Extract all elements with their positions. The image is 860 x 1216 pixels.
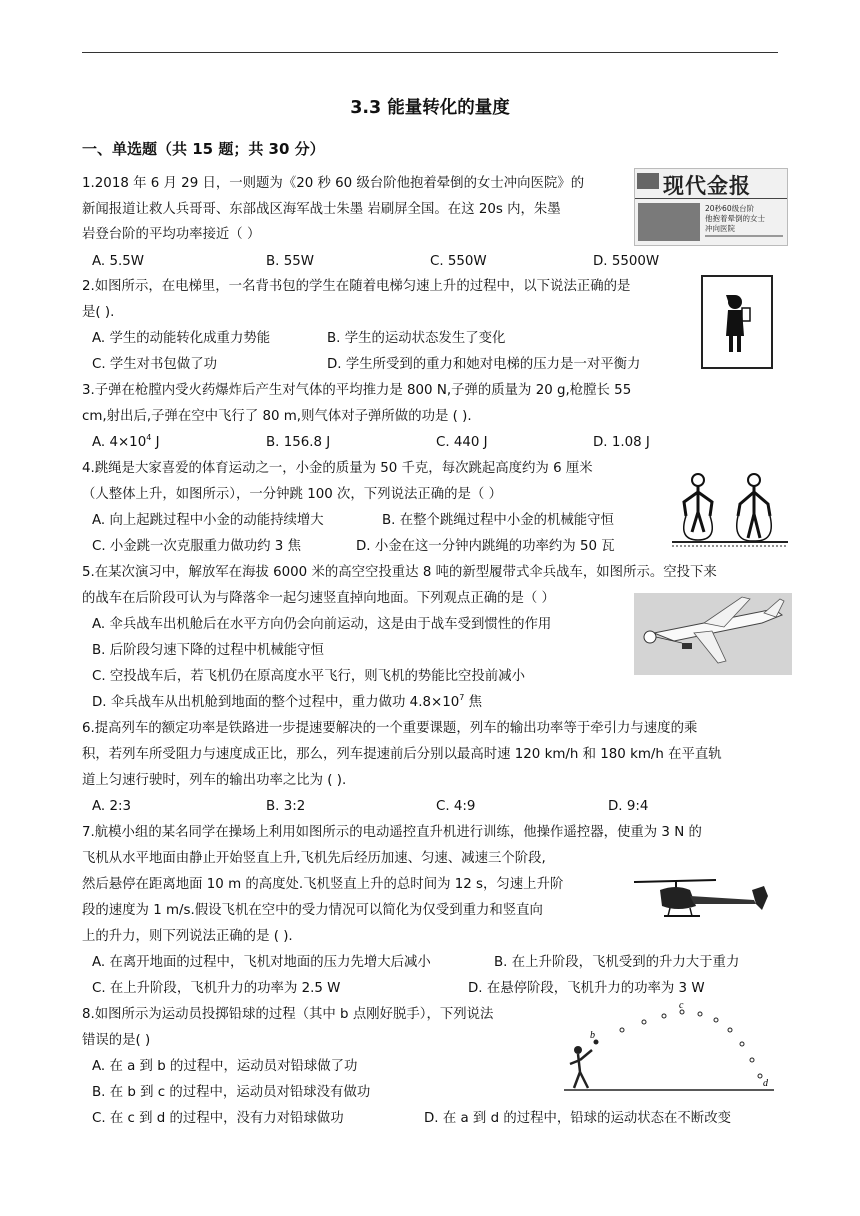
q3-option-a-unit: J <box>151 435 160 450</box>
q6-line-2: 积，若列车所受阻力与速度成正比，那么，列车提速前后分别以最高时速 120 km/h 和 180 km/h 在平直轨 <box>82 747 722 762</box>
q8-option-a: A. 在 a 到 b 的过程中，运动员对铅球做了功 <box>92 1059 358 1074</box>
elevator-student-figure <box>700 274 774 370</box>
shot-label-b: b <box>590 1030 595 1041</box>
jump-rope-figure <box>670 466 790 550</box>
q5-option-d-unit: 焦 <box>464 695 482 710</box>
header-rule <box>82 52 778 53</box>
q4-line-1: 4.跳绳是大家喜爱的体育运动之一，小金的质量为 50 千克，每次跳起高度约为 6 厘米 <box>82 461 593 476</box>
section-heading: 一、单选题（共 15 题；共 30 分） <box>82 140 325 158</box>
q6-option-d: D. 9:4 <box>608 799 649 814</box>
q7-line-3: 然后悬停在距离地面 10 m 的高度处.飞机竖直上升的总时间为 12 s，匀速上升阶 <box>82 877 564 892</box>
q3-option-a-exponent: 4 <box>146 433 152 442</box>
q1-option-a: A. 5.5W <box>92 254 144 269</box>
q4-option-c: C. 小金跳一次克服重力做功约 3 焦 <box>92 539 301 554</box>
q4-option-b: B. 在整个跳绳过程中小金的机械能守恒 <box>382 513 614 528</box>
q7-line-2: 飞机从水平地面由静止开始竖直上升,飞机先后经历加速、匀速、减速三个阶段, <box>82 851 546 866</box>
q8-option-c: C. 在 c 到 d 的过程中，没有力对铅球做功 <box>92 1111 344 1126</box>
newspaper-rule <box>635 198 787 199</box>
q5-option-d-exponent: 7 <box>459 693 465 702</box>
q1-line-3: 岩登台阶的平均功率接近（ ） <box>82 227 261 242</box>
q1-option-c: C. 550W <box>430 254 487 269</box>
newspaper-caption <box>705 204 765 234</box>
q7-line-1: 7.航模小组的某名同学在操场上利用如图所示的电动遥控直升机进行训练，他操作遥控器，使重为 3 N 的 <box>82 825 702 840</box>
newspaper-photo <box>638 203 700 241</box>
q1-line-1: 1.2018 年 6 月 29 日，一则题为《20 秒 60 级台阶他抱着晕倒的女士冲向医院》的 <box>82 176 585 191</box>
q5-option-c: C. 空投战车后，若飞机仍在原高度水平飞行，则飞机的势能比空投前减小 <box>92 669 525 684</box>
shot-label-d: d <box>763 1078 768 1089</box>
q6-line-1: 6.提高列车的额定功率是铁路进一步提速要解决的一个重要课题，列车的输出功率等于牵引力与速度的乘 <box>82 721 698 736</box>
q2-option-b: B. 学生的运动状态发生了变化 <box>327 331 506 346</box>
q4-line-2: （人整体上升，如图所示），一分钟跳 100 次，下列说法正确的是（ ） <box>82 487 502 502</box>
newspaper-masthead: 现代金报 <box>663 173 751 198</box>
q2-option-a: A. 学生的动能转化成重力势能 <box>92 331 271 346</box>
q6-option-c: C. 4:9 <box>436 799 476 814</box>
q1-option-b: B. 55W <box>266 254 314 269</box>
q5-line-2: 的战车在后阶段可认为与降落伞一起匀速竖直掉向地面。下列观点正确的是（ ） <box>82 591 555 606</box>
q7-line-5: 上的升力，则下列说法正确的是 ( ). <box>82 929 293 944</box>
q8-option-d: D. 在 a 到 d 的过程中，铅球的运动状态在不断改变 <box>424 1111 731 1126</box>
q3-option-a <box>92 433 160 453</box>
q3-option-c: C. 440 J <box>436 435 488 450</box>
q7-option-d: D. 在悬停阶段，飞机升力的功率为 3 W <box>468 981 705 996</box>
q8-option-b: B. 在 b 到 c 的过程中，运动员对铅球没有做功 <box>92 1085 371 1100</box>
q3-option-d: D. 1.08 J <box>593 435 650 450</box>
q5-option-b: B. 后阶段匀速下降的过程中机械能守恒 <box>92 643 324 658</box>
q5-option-a: A. 伞兵战车出机舱后在水平方向仍会向前运动，这是由于战车受到惯性的作用 <box>92 617 552 632</box>
q2-option-d: D. 学生所受到的重力和她对电梯的压力是一对平衡力 <box>327 357 641 372</box>
q5-option-d-base: D. 伞兵战车从出机舱到地面的整个过程中，重力做功 4.8×10 <box>92 695 460 710</box>
q2-option-c: C. 学生对书包做了功 <box>92 357 217 372</box>
q1-option-d: D. 5500W <box>593 254 660 269</box>
newspaper-text-lines <box>705 235 783 237</box>
q3-option-a-base: A. 4×10 <box>92 435 147 450</box>
q6-option-b: B. 3:2 <box>266 799 306 814</box>
q7-option-b: B. 在上升阶段，飞机受到的升力大于重力 <box>494 955 740 970</box>
newspaper-caption-line: 冲向医院 <box>705 224 735 233</box>
q5-line-1: 5.在某次演习中，解放军在海拔 6000 米的高空空投重达 8 吨的新型履带式伞兵战车，如图所示。空投下来 <box>82 565 717 580</box>
helicopter-figure <box>624 876 776 928</box>
q7-line-4: 段的速度为 1 m/s.假设飞机在空中的受力情况可以简化为仅受到重力和竖直向 <box>82 903 543 918</box>
q7-option-a: A. 在离开地面的过程中，飞机对地面的压力先增大后减小 <box>92 955 431 970</box>
q6-line-3: 道上匀速行驶时，列车的输出功率之比为 ( ). <box>82 773 347 788</box>
q4-option-d: D. 小金在这一分钟内跳绳的功率约为 50 瓦 <box>356 539 615 554</box>
q3-line-1: 3.子弹在枪膛内受火药爆炸后产生对气体的平均推力是 800 N,子弹的质量为 20 g,枪膛长 55 <box>82 383 632 398</box>
newspaper-caption-line: 他抱着晕倒的女士 <box>705 214 765 223</box>
q2-line-1: 2.如图所示，在电梯里，一名背书包的学生在随着电梯匀速上升的过程中，以下说法正确的是 <box>82 279 631 294</box>
q3-line-2: cm,射出后,子弹在空中飞行了 80 m,则气体对子弹所做的功是 ( ). <box>82 409 472 424</box>
q8-line-1: 8.如图所示为运动员投掷铅球的过程（其中 b 点刚好脱手），下列说法 <box>82 1007 494 1022</box>
newspaper-caption-line: 20秒60级台阶 <box>705 204 755 213</box>
q3-option-b: B. 156.8 J <box>266 435 331 450</box>
q5-option-d <box>92 693 482 713</box>
q7-option-c: C. 在上升阶段，飞机升力的功率为 2.5 W <box>92 981 341 996</box>
newspaper-image <box>634 168 788 246</box>
q4-option-a: A. 向上起跳过程中小金的动能持续增大 <box>92 513 324 528</box>
q1-line-2: 新闻报道让救人兵哥哥、东部战区海军战士朱墨 岩刷屏全国。在这 20s 内，朱墨 <box>82 202 561 217</box>
airdrop-plane-figure <box>634 593 792 675</box>
q6-option-a: A. 2:3 <box>92 799 131 814</box>
q8-line-2: 错误的是( ) <box>82 1033 151 1048</box>
shot-put-figure <box>560 1000 778 1094</box>
q2-line-2: 是( ). <box>82 305 115 320</box>
shot-label-c: c <box>679 1000 684 1011</box>
newspaper-logo-block <box>637 173 659 189</box>
page-title: 3.3 能量转化的量度 <box>350 98 510 118</box>
